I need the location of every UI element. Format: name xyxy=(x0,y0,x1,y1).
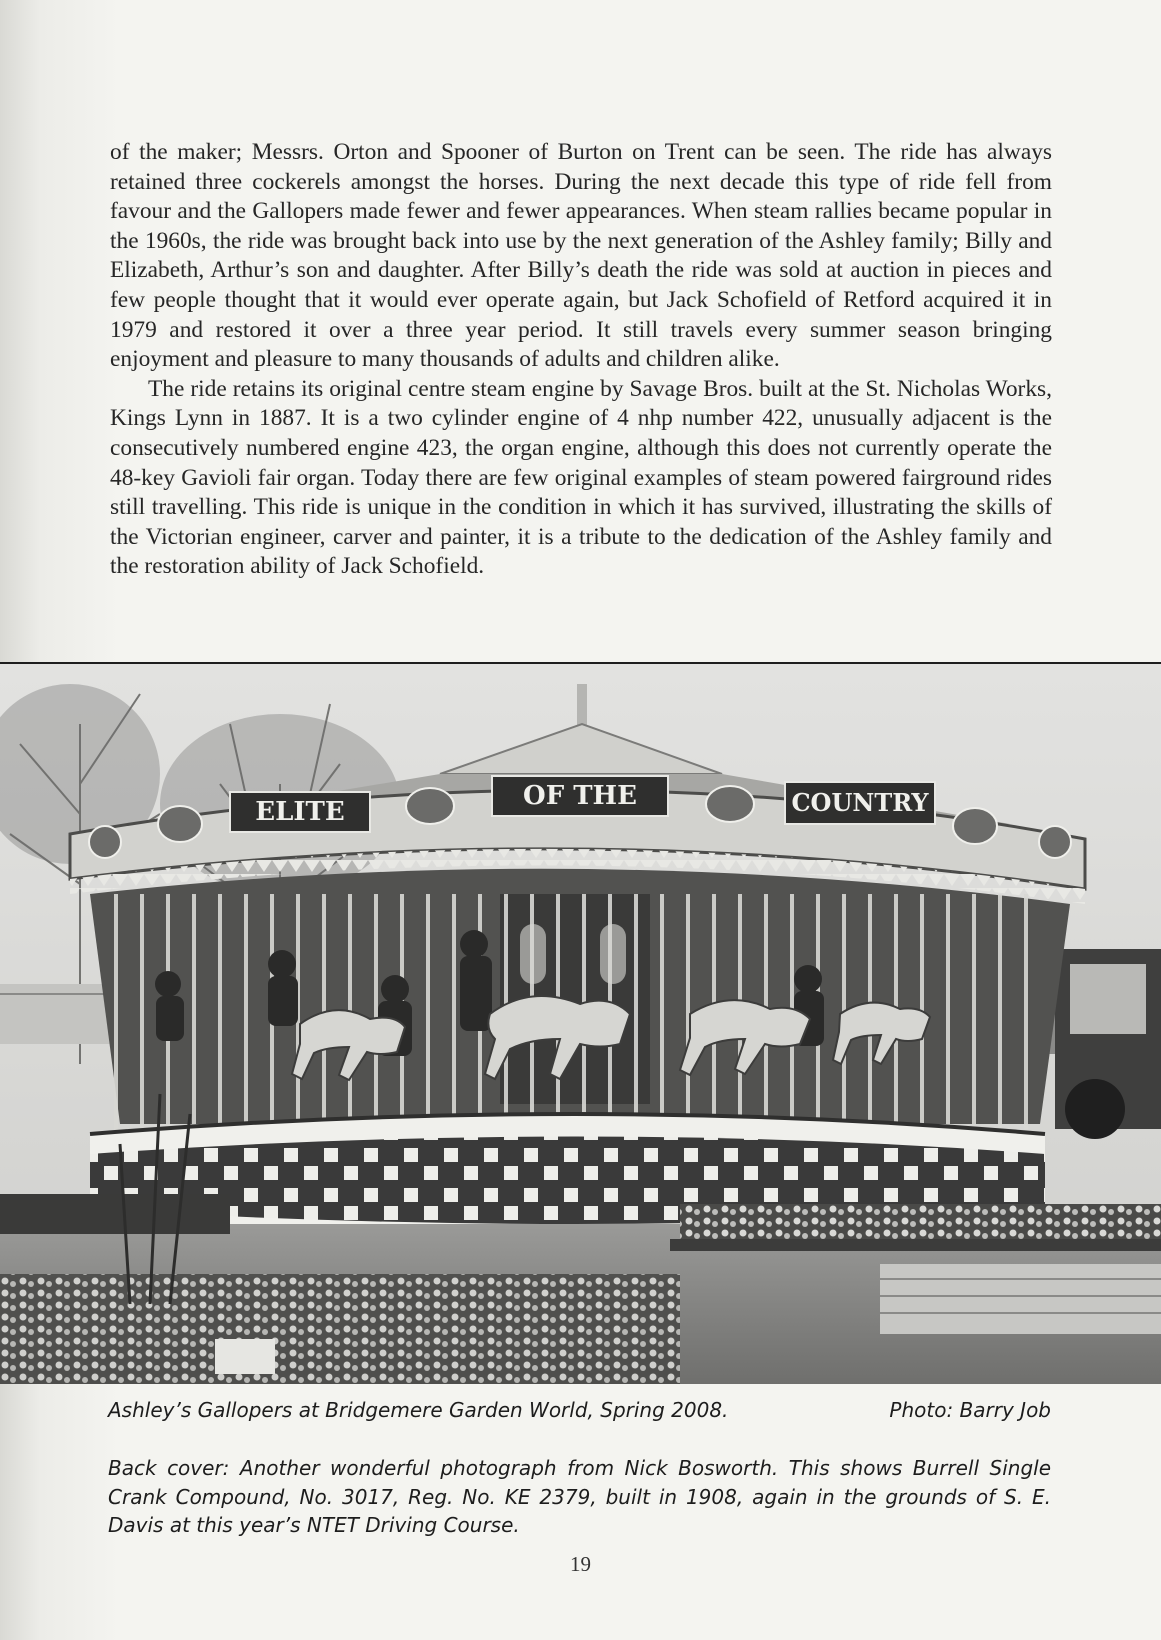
carousel-photo xyxy=(0,662,1161,1384)
caption-text: Ashley’s Gallopers at Bridgemere Garden World, Spring 2008. xyxy=(108,1398,729,1422)
paragraph-1: of the maker; Messrs. Orton and Spooner of Burton on Trent can be seen. The ride has always retained three cockerels amongst the horses. During the next decade this type of ride fell from favour and the Gallopers made fewer and fewer appearances. When steam rallies became popular in the 1960s, the ride was brought back into use by the next generation of the Ashley family; Billy and Elizabeth, Arthur’s son and daughter. After Billy’s death the ride was sold at auction in pieces and few people thought that it would ever operate again, but Jack Schofield of Retford acquired it in 1979 and restored it over a three year period. It still travels every summer season bringing enjoyment and pleasure to many thousands of adults and children alike. xyxy=(110,139,1052,373)
paragraph-2: The ride retains its original centre steam engine by Savage Bros. built at the St. Nicholas Works, Kings Lynn in 1887. It is a two cylinder engine of 4 nhp number 422, unusually adjacent is the consecutively numbered engine 423, the organ engine, although this does not currently operate the 48-key Gavioli fair organ. Today there are few original examples of steam powered fairground rides still travelling. This ride is unique in the condition in which it has survived, illustrating the skills of the Victorian engineer, carver and painter, it is a tribute to the dedication of the Ashley family and the restoration ability of Jack Schofield. xyxy=(110,375,1052,580)
sign-word-2: OF THE xyxy=(523,781,637,811)
back-cover-note: Back cover: Another wonderful photograph from Nick Bosworth. This shows Burrell Single Crank Compound, No. 3017, Reg. No. KE 2379, built in 1908, again in the grounds of S. E. Davis at this year’s NTET Driving Course. xyxy=(108,1456,1051,1537)
photo-credit: Photo: Barry Job xyxy=(889,1398,1051,1422)
sign-word-3: COUNTRY xyxy=(791,788,929,817)
article-body xyxy=(110,138,1052,582)
photo-caption xyxy=(108,1396,1051,1424)
sign-word-1: ELITE xyxy=(255,797,345,827)
page-number: 19 xyxy=(570,1552,591,1576)
